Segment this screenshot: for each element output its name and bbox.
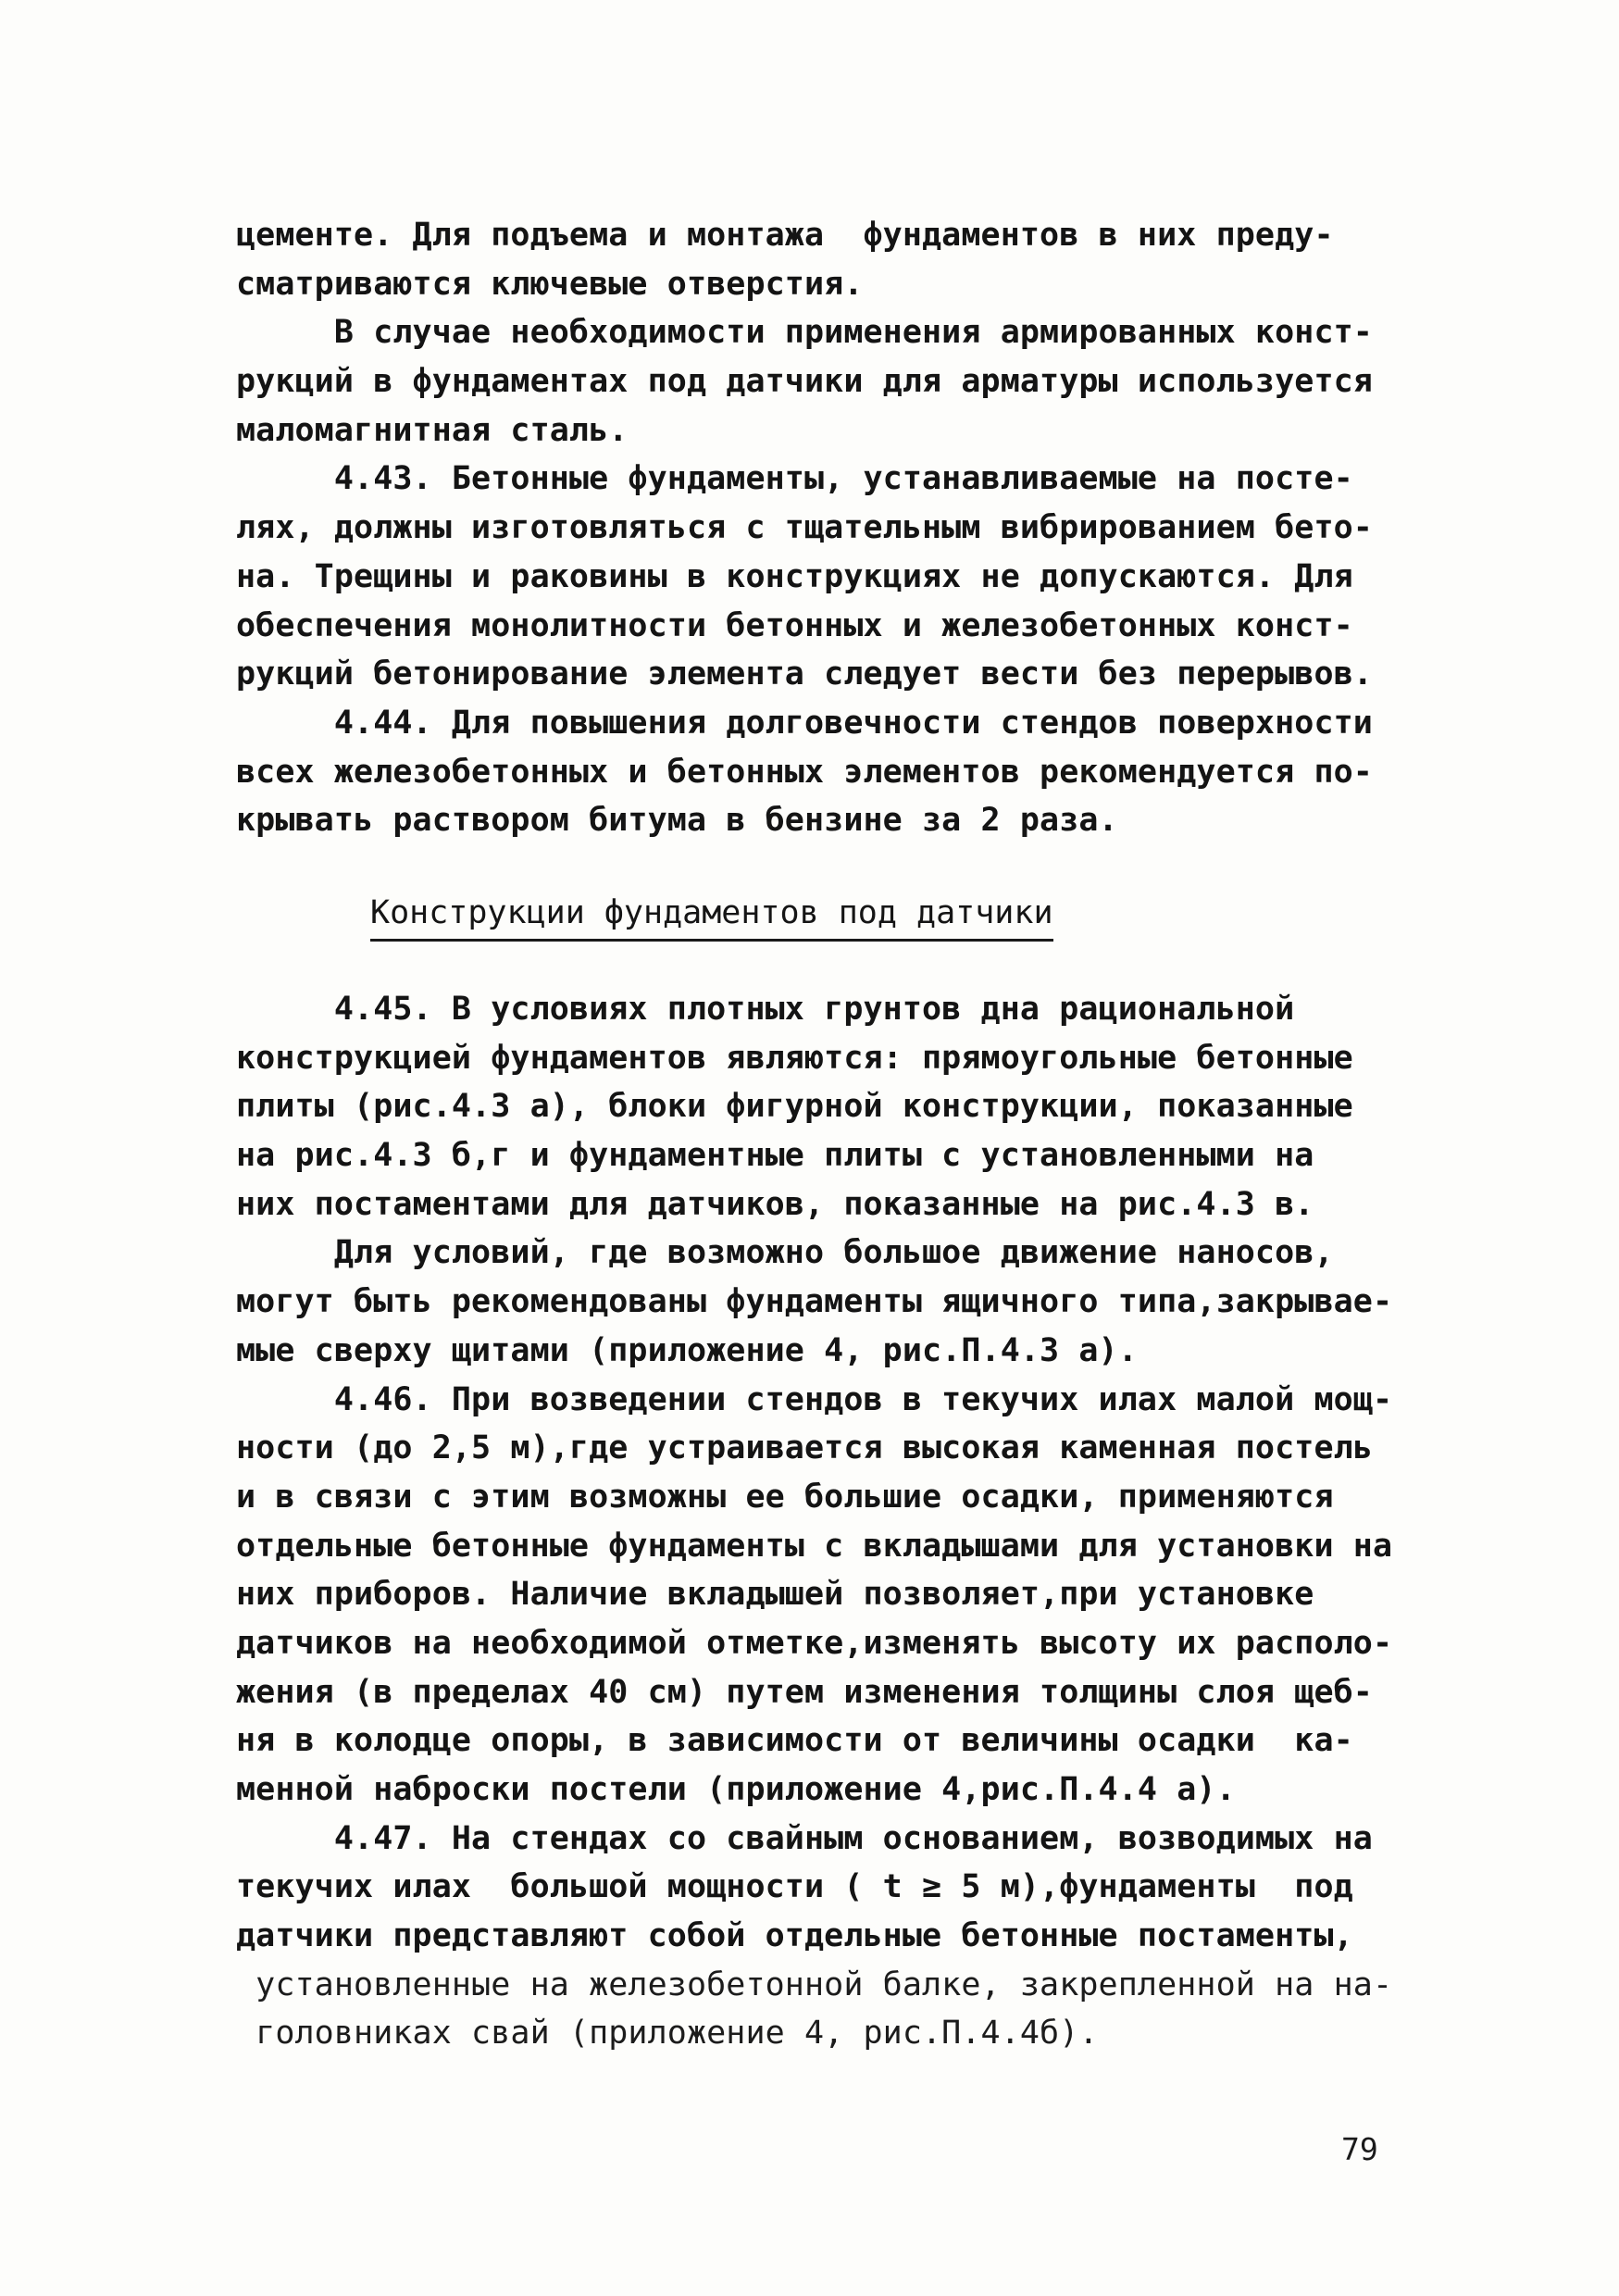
- text-line: Для условий, где возможно большое движение наносов,: [236, 1234, 1334, 1272]
- text-line: них постаментами для датчиков, показанные на рис.4.3 в.: [236, 1185, 1314, 1223]
- text-line: 4.47. На стендах со свайным основанием, возводимых на: [236, 1819, 1373, 1857]
- text-line: датчиков на необходимой отметке,изменять высоту их располо-: [236, 1624, 1393, 1662]
- text-line: менной наброски постели (приложение 4,рис.П.4.4 а).: [236, 1771, 1236, 1808]
- text-line: 4.44. Для повышения долговечности стендов поверхности: [236, 704, 1373, 742]
- text-line: мые сверху щитами (приложение 4, рис.П.4.3 а).: [236, 1331, 1138, 1369]
- section-heading: Конструкции фундаментов под датчики: [370, 889, 1053, 942]
- text-line: установленные на железобетонной балке, закрепленной на на-: [236, 1965, 1393, 2003]
- text-line: В случае необходимости применения армированных конст-: [236, 314, 1373, 352]
- text-line: сматриваются ключевые отверстия.: [236, 265, 864, 303]
- text-line: головниках свай (приложение 4, рис.П.4.4б).: [236, 2015, 1099, 2053]
- text-line: 4.43. Бетонные фундаменты, устанавливаемые на посте-: [236, 460, 1353, 498]
- text-line: отдельные бетонные фундаменты с вкладышами для установки на: [236, 1527, 1393, 1565]
- text-line: могут быть рекомендованы фундаменты ящичного типа,закрывае-: [236, 1283, 1393, 1321]
- text-line: на рис.4.3 б,г и фундаментные плиты с установленными на: [236, 1137, 1314, 1175]
- text-line: жения (в пределах 40 см) путем изменения толщины слоя щеб-: [236, 1673, 1373, 1711]
- text-line: конструкцией фундаментов являются: прямоугольные бетонные: [236, 1039, 1353, 1077]
- text-line: ня в колодце опоры, в зависимости от величины осадки ка-: [236, 1722, 1353, 1760]
- text-line: на. Трещины и раковины в конструкциях не допускаются. Для: [236, 557, 1353, 595]
- text-block-2: [236, 985, 1412, 2058]
- text-line: цементе. Для подъема и монтажа фундаментов в них преду-: [236, 217, 1334, 254]
- page-number: 79: [1341, 2131, 1378, 2167]
- text-line: рукций в фундаментах под датчики для арматуры используется: [236, 363, 1373, 401]
- text-line: всех железобетонных и бетонных элементов рекомендуется по-: [236, 753, 1373, 791]
- text-line: рукций бетонирование элемента следует вести без перерывов.: [236, 655, 1373, 693]
- text-line: плиты (рис.4.3 а), блоки фигурной конструкции, показанные: [236, 1088, 1353, 1126]
- text-line: ности (до 2,5 м),где устраивается высокая каменная постель: [236, 1429, 1373, 1467]
- text-line: них приборов. Наличие вкладышей позволяет,при установке: [236, 1576, 1314, 1614]
- text-line: маломагнитная сталь.: [236, 411, 629, 449]
- text-line: 4.46. При возведении стендов в текучих илах малой мощ-: [236, 1380, 1393, 1418]
- text-line: 4.45. В условиях плотных грунтов дна рациональной: [236, 991, 1295, 1028]
- section-heading-container: [370, 889, 1053, 937]
- text-line: обеспечения монолитности бетонных и железобетонных конст-: [236, 606, 1353, 644]
- text-line: лях, должны изготовляться с тщательным вибрированием бето-: [236, 509, 1373, 547]
- text-line: и в связи с этим возможны ее большие осадки, применяются: [236, 1478, 1334, 1516]
- text-line: текучих илах большой мощности ( t ≥ 5 м),фундаменты под: [236, 1868, 1353, 1906]
- text-line: крывать раствором битума в бензине за 2 раза.: [236, 802, 1118, 840]
- text-block-1: [236, 211, 1412, 845]
- text-line: датчики представляют собой отдельные бетонные постаменты,: [236, 1917, 1353, 1955]
